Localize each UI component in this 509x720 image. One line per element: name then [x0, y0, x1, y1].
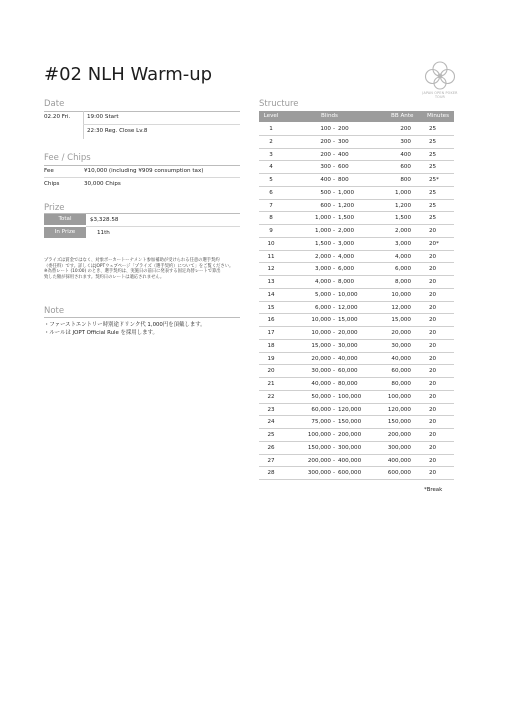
prize-note-line: プライズは賞金ではなく、対象ポーカートーナメント参加補助が受けられる任意の選手契約 [44, 258, 220, 263]
date-heading: Date [44, 99, 65, 109]
table-row [259, 314, 454, 327]
big-blind-cell: 200 [338, 126, 349, 132]
small-blind-cell: 30,000 [311, 368, 331, 375]
level-cell: 22 [267, 393, 275, 400]
minutes-cell: 20 [429, 279, 437, 285]
blind-separator: - [332, 189, 336, 196]
minutes-cell: 20 [429, 457, 437, 464]
prize-total-label: Total [44, 214, 86, 225]
small-blind-cell: 100,000 [307, 432, 331, 438]
blind-separator: - [332, 470, 336, 477]
minutes-cell: 20 [429, 470, 437, 477]
bb-ante-cell: 12,000 [391, 304, 411, 311]
minutes-cell: 20 [429, 330, 437, 336]
date-divider [83, 111, 84, 139]
blind-separator: - [332, 151, 336, 158]
table-row [259, 136, 454, 149]
big-blind-cell: 2,000 [338, 228, 355, 234]
table-row [259, 149, 454, 162]
bb-ante-cell: 400 [400, 151, 411, 158]
minutes-cell: 20 [429, 291, 437, 298]
small-blind-cell: 15,000 [311, 342, 331, 349]
blind-separator: - [332, 266, 336, 273]
date-day: 02.20 Fri. [44, 114, 71, 120]
page-title: #02 NLH Warm-up [44, 64, 213, 85]
prize-heading: Prize [44, 203, 65, 213]
chips-label: Chips [44, 181, 60, 187]
big-blind-cell: 60,000 [338, 368, 358, 375]
blind-separator: - [332, 240, 336, 247]
small-blind-cell: 6,000 [314, 304, 331, 311]
table-row [259, 187, 454, 200]
level-cell: 1 [269, 126, 273, 132]
table-row [259, 302, 454, 315]
minutes-cell: 20 [429, 317, 437, 324]
table-row [259, 416, 454, 429]
big-blind-cell: 6,000 [338, 266, 355, 273]
level-cell: 24 [267, 419, 275, 426]
blind-separator: - [332, 444, 336, 451]
blind-separator: - [332, 291, 336, 298]
level-cell: 4 [269, 164, 273, 171]
col-level: Level [263, 113, 279, 119]
bb-ante-cell: 40,000 [391, 355, 411, 362]
blind-separator: - [332, 253, 336, 260]
level-cell: 2 [269, 138, 273, 145]
blind-separator: - [332, 138, 336, 145]
big-blind-cell: 300 [338, 138, 349, 145]
big-blind-cell: 30,000 [338, 342, 358, 349]
blind-separator: - [332, 215, 336, 222]
minutes-cell: 20* [429, 240, 439, 247]
minutes-cell: 20 [429, 393, 437, 400]
blind-separator: - [332, 126, 336, 132]
logo-text: JAPAN OPEN POKER TOUR [422, 91, 458, 99]
level-cell: 19 [267, 355, 275, 362]
fee-value: ¥10,000 (including ¥909 consumption tax) [84, 168, 204, 174]
level-cell: 18 [267, 342, 275, 349]
big-blind-cell: 120,000 [338, 406, 362, 413]
level-cell: 11 [267, 253, 275, 260]
small-blind-cell: 3,000 [314, 266, 331, 273]
small-blind-cell: 1,500 [314, 240, 331, 247]
structure-heading: Structure [259, 99, 299, 109]
level-cell: 13 [267, 279, 275, 285]
table-row [259, 442, 454, 455]
bb-ante-cell: 3,000 [394, 240, 411, 247]
blind-separator: - [332, 381, 336, 387]
bb-ante-cell: 300,000 [387, 444, 411, 451]
table-row [259, 455, 454, 468]
minutes-cell: 20 [429, 381, 437, 387]
minutes-cell: 20 [429, 419, 437, 426]
big-blind-cell: 40,000 [338, 355, 358, 362]
level-cell: 21 [267, 381, 275, 387]
bb-ante-cell: 1,500 [394, 215, 411, 222]
level-cell: 28 [267, 470, 275, 477]
bb-ante-cell: 2,000 [394, 228, 411, 234]
small-blind-cell: 1,000 [314, 215, 331, 222]
small-blind-cell: 10,000 [311, 317, 331, 324]
small-blind-cell: 40,000 [311, 381, 331, 387]
chips-value: 30,000 Chips [84, 181, 121, 187]
table-row [259, 365, 454, 378]
minutes-cell: 20 [429, 432, 437, 438]
big-blind-cell: 80,000 [338, 381, 358, 387]
level-cell: 14 [267, 291, 275, 298]
bb-ante-cell: 20,000 [391, 330, 411, 336]
minutes-cell: 20 [429, 253, 437, 260]
level-cell: 12 [267, 266, 275, 273]
prize-note-line: 致した額が採用されます。契約日のレートは適応されません。 [44, 274, 165, 280]
blind-separator: - [332, 393, 336, 400]
table-row [259, 123, 454, 136]
minutes-cell: 25 [429, 189, 437, 196]
break-note: *Break [424, 487, 443, 493]
table-row [259, 467, 454, 480]
prize-note [44, 258, 254, 280]
table-row [259, 327, 454, 340]
bb-ante-cell: 30,000 [391, 342, 411, 349]
bb-ante-cell: 200,000 [387, 432, 411, 438]
minutes-cell: 20 [429, 228, 437, 234]
blind-separator: - [332, 432, 336, 438]
small-blind-cell: 50,000 [311, 393, 331, 400]
blind-separator: - [332, 342, 336, 349]
small-blind-cell: 600 [320, 202, 331, 209]
bb-ante-cell: 8,000 [394, 279, 411, 285]
table-row [259, 378, 454, 391]
blind-separator: - [332, 406, 336, 413]
big-blind-cell: 12,000 [338, 304, 358, 311]
minutes-cell: 25* [429, 177, 439, 183]
minutes-cell: 20 [429, 444, 437, 451]
bb-ante-cell: 400,000 [387, 457, 411, 464]
prize-note-line: ※為替レート (10:00) のとき、選手契約は、実施日の前日に発表する固定為替レートで算出 [44, 269, 221, 275]
blind-separator: - [332, 304, 336, 311]
big-blind-cell: 1,200 [338, 202, 355, 209]
prize-inner-rule [86, 226, 240, 227]
prize-inprize-label: In Prize [44, 227, 86, 238]
minutes-cell: 25 [429, 164, 437, 171]
level-cell: 15 [267, 304, 275, 311]
date-rule [44, 111, 240, 112]
level-cell: 23 [267, 406, 275, 413]
table-row [259, 225, 454, 238]
big-blind-cell: 4,000 [338, 253, 355, 260]
level-cell: 16 [267, 317, 275, 324]
bb-ante-cell: 100,000 [387, 393, 411, 400]
minutes-cell: 20 [429, 304, 437, 311]
bb-ante-cell: 300 [400, 138, 411, 145]
blind-separator: - [332, 202, 336, 209]
blind-separator: - [332, 330, 336, 336]
small-blind-cell: 150,000 [307, 444, 331, 451]
table-row [259, 429, 454, 442]
bb-ante-cell: 150,000 [387, 419, 411, 426]
level-cell: 20 [267, 368, 275, 375]
big-blind-cell: 400 [338, 151, 349, 158]
blind-separator: - [332, 317, 336, 324]
blind-separator: - [332, 457, 336, 464]
big-blind-cell: 300,000 [338, 444, 362, 451]
table-row [259, 238, 454, 251]
big-blind-cell: 15,000 [338, 317, 358, 324]
table-row [259, 391, 454, 404]
minutes-cell: 25 [429, 151, 437, 158]
small-blind-cell: 300,000 [307, 470, 331, 477]
note-line-drink: ・ファーストエントリー時別途ドリンク代 1,000円を頂戴します。 [44, 322, 206, 328]
bb-ante-cell: 60,000 [391, 368, 411, 375]
small-blind-cell: 400 [320, 177, 331, 183]
small-blind-cell: 2,000 [314, 253, 331, 260]
level-cell: 9 [269, 228, 273, 234]
blind-separator: - [332, 355, 336, 362]
minutes-cell: 20 [429, 355, 437, 362]
note-line-rule: ・ルールは JOPT Official Rule を採用します。 [44, 330, 158, 336]
level-cell: 25 [267, 432, 275, 438]
table-row [259, 353, 454, 366]
big-blind-cell: 150,000 [338, 419, 362, 426]
col-blinds: Blinds [321, 113, 338, 119]
minutes-cell: 20 [429, 266, 437, 273]
fee-chips-heading: Fee / Chips [44, 153, 91, 163]
big-blind-cell: 1,000 [338, 189, 355, 196]
big-blind-cell: 8,000 [338, 279, 355, 285]
note-rule [44, 317, 240, 318]
minutes-cell: 25 [429, 138, 437, 145]
date-start: 19:00 Start [87, 114, 119, 120]
table-row [259, 404, 454, 417]
prize-total-value: $3,328.58 [90, 217, 119, 223]
level-cell: 26 [267, 444, 275, 451]
structure-table-header [259, 111, 454, 122]
blind-separator: - [332, 419, 336, 426]
big-blind-cell: 10,000 [338, 291, 358, 298]
bb-ante-cell: 15,000 [391, 317, 411, 324]
small-blind-cell: 60,000 [311, 406, 331, 413]
bb-ante-cell: 10,000 [391, 291, 411, 298]
level-cell: 5 [269, 177, 273, 183]
note-heading: Note [44, 306, 65, 316]
blind-separator: - [332, 279, 336, 285]
blind-separator: - [332, 228, 336, 234]
bb-ante-cell: 800 [400, 177, 411, 183]
minutes-cell: 25 [429, 215, 437, 222]
table-row [259, 340, 454, 353]
small-blind-cell: 200,000 [307, 457, 331, 464]
big-blind-cell: 800 [338, 177, 349, 183]
date-inner-rule [83, 124, 240, 125]
col-ante: BB Ante [391, 113, 414, 119]
big-blind-cell: 600 [338, 164, 349, 171]
level-cell: 7 [269, 202, 273, 209]
big-blind-cell: 3,000 [338, 240, 355, 247]
small-blind-cell: 20,000 [311, 355, 331, 362]
table-row [259, 251, 454, 264]
small-blind-cell: 5,000 [314, 291, 331, 298]
blind-separator: - [332, 368, 336, 375]
level-cell: 10 [267, 240, 275, 247]
bb-ante-cell: 6,000 [394, 266, 411, 273]
small-blind-cell: 10,000 [311, 330, 331, 336]
minutes-cell: 20 [429, 406, 437, 413]
small-blind-cell: 4,000 [314, 279, 331, 285]
minutes-cell: 20 [429, 342, 437, 349]
table-row [259, 212, 454, 225]
table-row [259, 276, 454, 289]
level-cell: 8 [269, 215, 273, 222]
minutes-cell: 25 [429, 126, 437, 132]
small-blind-cell: 500 [320, 189, 331, 196]
small-blind-cell: 75,000 [311, 419, 331, 426]
blind-separator: - [332, 177, 336, 183]
table-row [259, 200, 454, 213]
fee-chips-rule [44, 165, 240, 166]
table-row [259, 263, 454, 276]
prize-note-line: （委任料）です。詳しくはJOPTウェブページ「プライズ（選手契約）について」をご覧ください。 [44, 263, 234, 269]
minutes-cell: 20 [429, 368, 437, 375]
bb-ante-cell: 1,200 [394, 202, 411, 209]
fee-label: Fee [44, 168, 54, 174]
prize-inprize-value: 11th [97, 230, 110, 236]
level-cell: 27 [267, 457, 275, 464]
big-blind-cell: 400,000 [338, 457, 362, 464]
bb-ante-cell: 200 [400, 126, 411, 132]
level-cell: 17 [267, 330, 275, 336]
big-blind-cell: 1,500 [338, 215, 355, 222]
small-blind-cell: 100 [320, 126, 331, 132]
level-cell: 3 [269, 151, 273, 158]
bb-ante-cell: 1,000 [394, 189, 411, 196]
small-blind-cell: 200 [320, 138, 331, 145]
bb-ante-cell: 80,000 [391, 381, 411, 387]
big-blind-cell: 100,000 [338, 393, 362, 400]
blind-separator: - [332, 164, 336, 171]
fee-inner-rule [44, 177, 240, 178]
level-cell: 6 [269, 189, 273, 196]
table-row [259, 174, 454, 187]
big-blind-cell: 200,000 [338, 432, 362, 438]
small-blind-cell: 200 [320, 151, 331, 158]
bb-ante-cell: 120,000 [387, 406, 411, 413]
col-minutes: Minutes [427, 113, 450, 119]
table-row [259, 289, 454, 302]
small-blind-cell: 1,000 [314, 228, 331, 234]
bb-ante-cell: 600,000 [387, 470, 411, 477]
minutes-cell: 25 [429, 202, 437, 209]
small-blind-cell: 300 [320, 164, 331, 171]
table-row [259, 161, 454, 174]
bb-ante-cell: 600 [400, 164, 411, 171]
big-blind-cell: 20,000 [338, 330, 358, 336]
date-close: 22:30 Reg. Close Lv.8 [87, 128, 148, 134]
big-blind-cell: 600,000 [338, 470, 362, 477]
bb-ante-cell: 4,000 [394, 253, 411, 260]
